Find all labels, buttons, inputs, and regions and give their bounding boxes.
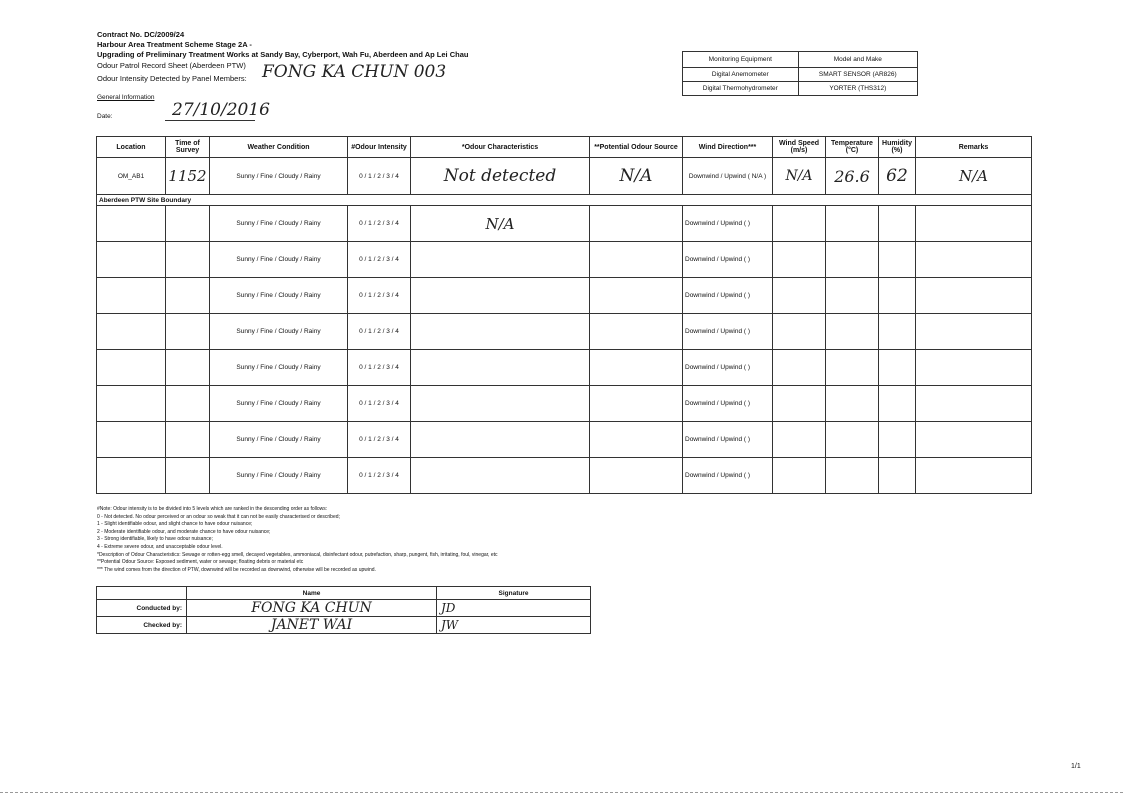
cell-intensity: 0 / 1 / 2 / 3 / 4 <box>348 206 411 242</box>
cell-temperature <box>826 278 879 314</box>
cell-location <box>97 206 166 242</box>
col-location: Location <box>97 137 166 158</box>
cell-time <box>166 422 210 458</box>
cell-characteristics <box>411 242 590 278</box>
sig-blank-header <box>97 587 187 600</box>
date-value: 27/10/2016 <box>172 100 270 120</box>
date-label: Date: <box>97 113 113 120</box>
cell-humidity <box>879 350 916 386</box>
cell-humidity: 62 <box>879 158 916 195</box>
cell-intensity: 0 / 1 / 2 / 3 / 4 <box>348 314 411 350</box>
cell-characteristics <box>411 386 590 422</box>
cell-remarks <box>916 422 1032 458</box>
col-time: Time of Survey <box>166 137 210 158</box>
cell-location <box>97 422 166 458</box>
cell-characteristics <box>411 278 590 314</box>
cell-time: 1152 <box>166 158 210 195</box>
cell-time <box>166 314 210 350</box>
cell-time <box>166 278 210 314</box>
cell-weather: Sunny / Fine / Cloudy / Rainy <box>210 422 348 458</box>
cell-temperature: 26.6 <box>826 158 879 195</box>
cell-weather: Sunny / Fine / Cloudy / Rainy <box>210 242 348 278</box>
cell-time <box>166 206 210 242</box>
cell-source <box>590 206 683 242</box>
table-row <box>97 158 1032 195</box>
cell-wind-direction: Downwind / Upwind ( ) <box>683 386 773 422</box>
table-row <box>97 278 1032 314</box>
cell-intensity: 0 / 1 / 2 / 3 / 4 <box>348 422 411 458</box>
footnote-line: **Potential Odour Source: Exposed sediment, water or sewage; floating debris or material etc <box>97 559 304 566</box>
cell-wind-speed <box>773 350 826 386</box>
cell-wind-speed <box>773 422 826 458</box>
cell-source: N/A <box>590 158 683 195</box>
cell-temperature <box>826 386 879 422</box>
cell-remarks <box>916 314 1032 350</box>
table-row <box>97 206 1032 242</box>
cell-temperature <box>826 422 879 458</box>
footnote-line: 0 - Not detected. No odour perceived or an odour so weak that it can not be easily characterised or described; <box>97 513 340 520</box>
table-header-row <box>97 137 1032 158</box>
table-row <box>97 242 1032 278</box>
col-wind-direction: Wind Direction*** <box>683 137 773 158</box>
cell-characteristics <box>411 422 590 458</box>
cell-location <box>97 458 166 494</box>
checked-by-name: JANET WAI <box>187 617 437 634</box>
cell-humidity <box>879 278 916 314</box>
cell-wind-speed <box>773 386 826 422</box>
cell-time <box>166 458 210 494</box>
footnote-line: *Description of Odour Characteristics: Sewage or rotten-egg smell, decayed vegetables, ammoniacal, disinfectant odour, putrefaction, sharp, pungent, fish, irritating, foul, vinegar, etc <box>97 551 498 558</box>
col-wind-speed: Wind Speed (m/s) <box>773 137 826 158</box>
equipment-model: YORTER (THS312) <box>798 82 917 96</box>
cell-time <box>166 350 210 386</box>
cell-characteristics <box>411 458 590 494</box>
footnote-line: 2 - Moderate identifiable odour, and moderate chance to have odour nuisance; <box>97 528 271 535</box>
cell-source <box>590 386 683 422</box>
cell-wind-direction: Downwind / Upwind ( ) <box>683 206 773 242</box>
cell-wind-speed <box>773 242 826 278</box>
cell-source <box>590 314 683 350</box>
cell-wind-speed <box>773 458 826 494</box>
cell-wind-direction: Downwind / Upwind ( ) <box>683 278 773 314</box>
cell-source <box>590 458 683 494</box>
cell-intensity: 0 / 1 / 2 / 3 / 4 <box>348 158 411 195</box>
contract-number: Contract No. DC/2009/24 <box>97 30 185 39</box>
cell-remarks: N/A <box>916 158 1032 195</box>
col-intensity: #Odour Intensity <box>348 137 411 158</box>
cell-characteristics <box>411 350 590 386</box>
cell-weather: Sunny / Fine / Cloudy / Rainy <box>210 158 348 195</box>
cell-humidity <box>879 314 916 350</box>
section-row <box>97 195 1032 206</box>
panel-members-value: FONG KA CHUN 003 <box>262 62 447 82</box>
footnote-line: *** The wind comes from the direction of PTW, downwind will be recorded as downwind, otherwise will be recorded as upwind. <box>97 566 376 573</box>
cell-weather: Sunny / Fine / Cloudy / Rainy <box>210 458 348 494</box>
cell-humidity <box>879 242 916 278</box>
cell-temperature <box>826 350 879 386</box>
cell-intensity: 0 / 1 / 2 / 3 / 4 <box>348 278 411 314</box>
cell-remarks <box>916 350 1032 386</box>
col-weather: Weather Condition <box>210 137 348 158</box>
section-label: Aberdeen PTW Site Boundary <box>97 195 1032 206</box>
page-number: 1/1 <box>1071 763 1081 770</box>
cell-wind-speed <box>773 206 826 242</box>
equipment-name: Digital Thermohydrometer <box>683 82 799 96</box>
cell-wind-direction: Downwind / Upwind ( ) <box>683 314 773 350</box>
checked-by-signature: JW <box>437 617 591 634</box>
equipment-model: SMART SENSOR (AR826) <box>798 68 917 82</box>
cell-wind-direction: Downwind / Upwind ( ) <box>683 422 773 458</box>
cell-weather: Sunny / Fine / Cloudy / Rainy <box>210 386 348 422</box>
date-underline <box>165 120 255 121</box>
cell-source <box>590 242 683 278</box>
cell-intensity: 0 / 1 / 2 / 3 / 4 <box>348 242 411 278</box>
footnote-line: #Note: Odour intensity is to be divided into 5 levels which are ranked in the descending order as follows: <box>97 506 328 512</box>
cell-wind-direction: Downwind / Upwind ( N/A ) <box>683 158 773 195</box>
cell-location: OM_AB1 <box>97 158 166 195</box>
cell-location <box>97 314 166 350</box>
footnote-line: 4 - Extreme severe odour, and unacceptable odour level. <box>97 543 223 550</box>
conducted-by-signature: JD <box>437 600 591 617</box>
works-title: Upgrading of Preliminary Treatment Works at Sandy Bay, Cyberport, Wah Fu, Aberdeen and Ap Lei Chau <box>97 50 469 59</box>
conducted-by-label: Conducted by: <box>97 600 187 617</box>
cell-humidity <box>879 386 916 422</box>
cell-temperature <box>826 206 879 242</box>
cell-intensity: 0 / 1 / 2 / 3 / 4 <box>348 386 411 422</box>
table-row <box>97 422 1032 458</box>
cell-wind-speed <box>773 314 826 350</box>
cell-characteristics <box>411 314 590 350</box>
model-header: Model and Make <box>798 52 917 68</box>
table-row <box>97 386 1032 422</box>
cell-time <box>166 386 210 422</box>
cell-characteristics: N/A <box>411 206 590 242</box>
cell-location <box>97 386 166 422</box>
cell-intensity: 0 / 1 / 2 / 3 / 4 <box>348 458 411 494</box>
scheme-title: Harbour Area Treatment Scheme Stage 2A - <box>97 40 252 49</box>
equipment-name: Digital Anemometer <box>683 68 799 82</box>
cell-source <box>590 422 683 458</box>
cell-location <box>97 350 166 386</box>
cell-remarks <box>916 458 1032 494</box>
col-remarks: Remarks <box>916 137 1032 158</box>
cell-intensity: 0 / 1 / 2 / 3 / 4 <box>348 350 411 386</box>
footnote-line: 1 - Slight identifiable odour, and slight chance to have odour nuisance; <box>97 521 253 528</box>
checked-by-label: Checked by: <box>97 617 187 634</box>
col-source: **Potential Odour Source <box>590 137 683 158</box>
cell-location <box>97 278 166 314</box>
cell-wind-speed <box>773 278 826 314</box>
cell-wind-direction: Downwind / Upwind ( ) <box>683 350 773 386</box>
cell-remarks <box>916 242 1032 278</box>
col-characteristics: *Odour Characteristics <box>411 137 590 158</box>
footnotes <box>97 506 498 574</box>
cell-weather: Sunny / Fine / Cloudy / Rainy <box>210 278 348 314</box>
general-info-label: General Information <box>97 94 155 101</box>
cell-weather: Sunny / Fine / Cloudy / Rainy <box>210 350 348 386</box>
panel-members-label: Odour Intensity Detected by Panel Members: <box>97 74 247 83</box>
cell-humidity <box>879 458 916 494</box>
table-row <box>97 314 1032 350</box>
cell-temperature <box>826 458 879 494</box>
cell-source <box>590 350 683 386</box>
cell-humidity <box>879 206 916 242</box>
cell-wind-direction: Downwind / Upwind ( ) <box>683 242 773 278</box>
signature-table <box>96 586 591 634</box>
cell-temperature <box>826 314 879 350</box>
cell-remarks <box>916 386 1032 422</box>
sig-signature-header: Signature <box>437 587 591 600</box>
conducted-by-name: FONG KA CHUN <box>187 600 437 617</box>
cell-wind-speed: N/A <box>773 158 826 195</box>
equipment-table <box>682 51 918 96</box>
col-temperature: Temperature (°C) <box>826 137 879 158</box>
cell-weather: Sunny / Fine / Cloudy / Rainy <box>210 206 348 242</box>
page-edge-rule <box>0 792 1123 793</box>
odour-record-table <box>96 136 1032 494</box>
cell-remarks <box>916 278 1032 314</box>
cell-humidity <box>879 422 916 458</box>
equipment-header: Monitoring Equipment <box>683 52 799 68</box>
cell-time <box>166 242 210 278</box>
cell-location <box>97 242 166 278</box>
cell-wind-direction: Downwind / Upwind ( ) <box>683 458 773 494</box>
cell-temperature <box>826 242 879 278</box>
table-row <box>97 458 1032 494</box>
cell-weather: Sunny / Fine / Cloudy / Rainy <box>210 314 348 350</box>
cell-source <box>590 278 683 314</box>
footnote-line: 3 - Strong identifiable, likely to have odour nuisance; <box>97 536 213 543</box>
cell-characteristics: Not detected <box>411 158 590 195</box>
table-row <box>97 350 1032 386</box>
sig-name-header: Name <box>187 587 437 600</box>
col-humidity: Humidity (%) <box>879 137 916 158</box>
cell-remarks <box>916 206 1032 242</box>
record-sheet-title: Odour Patrol Record Sheet (Aberdeen PTW) <box>97 61 246 70</box>
